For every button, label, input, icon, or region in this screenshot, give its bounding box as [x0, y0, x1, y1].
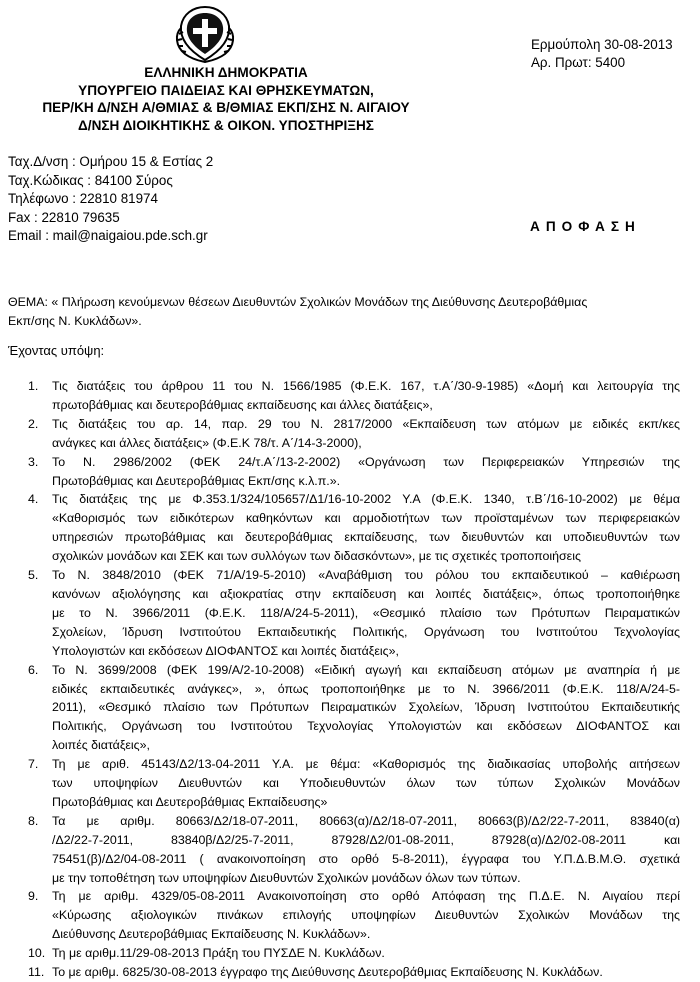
issuer-line: ΠΕΡ/ΚΗ Δ/ΝΣΗ Α/ΘΜΙΑΣ & Β/ΘΜΙΑΣ ΕΚΠ/ΣΗΣ Ν. ΑΙΓΑΙΟΥ	[42, 100, 410, 115]
list-item-line: πρωτοβάθμιας και δευτεροβάθμιας εκπαίδευσης και άλλες διατάξεις»,	[52, 397, 433, 412]
address-postal: Ταχ.Κώδικας : 84100 Σύρος	[8, 172, 173, 188]
list-item-line: Υπολογιστών και εκδόσεων ΔΙΟΦΑΝΤΟΣ και λοιπές διατάξεις»,	[52, 643, 399, 658]
list-item-line: των υποψηφίων Διευθυντών και Υποδιευθυντών όλων των τύπων Σχολικών Μονάδων	[52, 776, 680, 791]
list-item	[28, 415, 680, 453]
list-item-text	[52, 661, 680, 756]
list-item-number: 1.	[28, 379, 39, 393]
list-item	[28, 453, 680, 491]
list-item-text	[52, 812, 680, 888]
list-item	[28, 963, 680, 982]
list-item-text	[52, 566, 680, 661]
list-item-number: 3.	[28, 454, 39, 469]
list-item-line: 75451(β)/Δ2/04-08-2011 ( ανακοινοποίηση στο ορθό 5-8-2011), έγγραφα του Υ.Π.Δ.Β.Μ.Θ. σχετικά	[52, 851, 680, 866]
protocol-number: Αρ. Πρωτ: 5400	[531, 54, 626, 70]
list-item-line: ειδικές εκπαιδευτικές ανάγκες», », όπως τροποποιήθηκε με το Ν. 3966/2011 (Φ.Ε.Κ. 118/Α/24-5-	[52, 681, 680, 696]
list-item-text	[52, 755, 680, 812]
list-item-line: «Καθορισμός των ειδικότερων καθηκόντων και αρμοδιοτήτων των προϊσταμένων των περιφερειακών	[52, 511, 680, 526]
issuer-line: Δ/ΝΣΗ ΔΙΟΙΚΗΤΙΚΗΣ & ΟΙΚΟΝ. ΥΠΟΣΤΗΡΙΞΗΣ	[78, 117, 374, 133]
document-title: ΑΠΟΦΑΣΗ	[530, 219, 641, 234]
list-item-text	[52, 490, 680, 566]
list-item-text	[52, 453, 680, 491]
list-item-number: 10.	[28, 946, 46, 961]
list-item-text	[52, 887, 680, 944]
issuer-header	[34, 64, 418, 134]
list-item-number: 2.	[28, 416, 39, 431]
address-block	[8, 153, 213, 246]
list-item-number: 11.	[28, 965, 45, 980]
list-item	[28, 944, 680, 963]
list-item	[28, 887, 680, 944]
list-item-line: Πρωτοβάθμιας και Δευτεροβάθμιας Εκπαίδευσης»	[52, 794, 328, 809]
list-item-line: Το Ν. 3848/2010 (ΦΕΚ 71/Α/19-5-2010) «Αναβάθμιση του ρόλου του εκπαιδευτικού – καθιέρωση	[52, 568, 680, 583]
list-item-line: «Κύρωσης αξιολογικών πινάκων επιλογής υποψηφίων Διευθυντών Σχολικών Μονάδων της	[52, 908, 680, 923]
list-item-line: Πολιτικής, Οργάνωση του Ινστιτούτου Τεχνολογίας Υπολογιστών και εκδόσεων ΔΙΟΦΑΝΤΟΣ και	[52, 719, 680, 734]
address-phone: Τηλέφωνο : 22810 81974	[8, 191, 158, 207]
list-item-line: κανόνων αξιολόγησης και αξιοκρατίας στην εκπαίδευση και λοιπές διατάξεις», όπως τροποποιήθηκε	[52, 586, 680, 601]
list-item	[28, 812, 680, 888]
greek-coat-of-arms-icon	[171, 4, 239, 64]
list-item-number: 7.	[28, 757, 39, 772]
list-item-line: Το Ν. 2986/2002 (ΦΕΚ 24/τ.Α΄/13-2-2002) «Οργάνωση των Περιφερειακών Υπηρεσιών της	[52, 454, 680, 469]
list-item-line: Τη με αριθμ.11/29-08-2013 Πράξη του ΠΥΣΔΕ Ν. Κυκλάδων.	[52, 946, 385, 961]
subject	[8, 293, 688, 331]
list-item	[28, 490, 680, 566]
list-item-line: /Δ2/22-7-2011, 83840β/Δ2/25-7-2011, 87928/Δ2/01-08-2011, 87928(α)/Δ2/02-08-2011 και	[52, 832, 680, 847]
list-item-line: με το Ν. 3966/2011 (Φ.Ε.Κ. 118/Α/24-5-2011), «Θεσμικό πλαίσιο των Πρότυπων Πειραματικών	[52, 605, 680, 620]
list-item-number: 9.	[28, 889, 39, 904]
list-item-line: Τα με αριθμ. 80663/Δ2/18-07-2011, 80663(α)/Δ2/18-07-2011, 80663(β)/Δ2/22-7-2011, 83840(α)	[52, 813, 680, 828]
list-item-line: με την τοποθέτηση των υποψηφίων Διευθυντών Σχολικών μονάδων όλων των τύπων.	[52, 870, 521, 885]
considerations-list	[28, 377, 680, 982]
list-item-line: Πρωτοβάθμιας και Δευτεροβάθμιας Εκπ/σης κ.λ.π.».	[52, 473, 341, 488]
address-street: Ταχ.Δ/νση : Ομήρου 15 & Εστίας 2	[8, 154, 214, 169]
list-item	[28, 755, 680, 812]
issuer-line: ΥΠΟΥΡΓΕΙΟ ΠΑΙΔΕΙΑΣ ΚΑΙ ΘΡΗΣΚΕΥΜΑΤΩΝ,	[78, 82, 374, 98]
list-item-number: 5.	[28, 568, 39, 583]
list-item-text	[52, 944, 680, 963]
address-fax: Fax : 22810 79635	[8, 209, 120, 225]
considering-heading: Έχοντας υπόψη:	[8, 343, 105, 358]
list-item-number: 6.	[28, 662, 39, 677]
list-item-line: ανάγκες και άλλες διατάξεις» (Φ.Ε.Κ 78/τ. Α΄/14-3-2000),	[52, 435, 362, 450]
list-item-line: Διεύθυνσης Δευτεροβάθμιας Εκπαίδευσης Ν. Κυκλάδων».	[52, 927, 371, 942]
list-item	[28, 566, 680, 661]
list-item-number: 8.	[28, 813, 39, 828]
address-email: Email : mail@naigaiou.pde.sch.gr	[8, 228, 208, 244]
list-item	[28, 661, 680, 756]
list-item-line: υπηρεσιών πρωτοβάθμιας και δευτεροβάθμιας εκπαίδευσης, των διευθυντών και υποδιευθυντών των	[52, 530, 680, 545]
subject-line: ΘΕΜΑ: « Πλήρωση κενούμενων θέσεων Διευθυντών Σχολικών Μονάδων της Διεύθυνσης Δευτεροβάθμιας	[8, 295, 588, 309]
list-item-number: 4.	[28, 492, 39, 507]
list-item-text	[52, 377, 680, 415]
list-item	[28, 377, 680, 415]
list-item-line: Τις διατάξεις της με Φ.353.1/324/105657/Δ1/16-10-2002 Υ.Α (Φ.Ε.Κ. 1340, τ.Β΄/16-10-2002) με θέμα	[52, 492, 680, 507]
document-date: Ερμούπολη 30-08-2013	[531, 37, 673, 52]
subject-line: Εκπ/σης Ν. Κυκλάδων».	[8, 313, 142, 328]
list-item-line: Τη με αριθμ. 4329/05-08-2011 Ανακοινοποίηση στο ορθό Απόφαση της Π.Δ.Ε. Ν. Αιγαίου περί	[52, 889, 680, 904]
list-item-line: Σχολείων, Ίδρυση Ινστιτούτου Εκπαιδευτικής Πολιτικής, Οργάνωση του Ινστιτούτου Τεχνολογίας	[52, 624, 680, 639]
issuer-line: ΕΛΛΗΝΙΚΗ ΔΗΜΟΚΡΑΤΙΑ	[144, 65, 308, 80]
list-item-line: Τις διατάξεις του αρ. 14, παρ. 29 του Ν. 2817/2000 «Εκπαίδευση των ατόμων με ειδικές εκπ/κες	[52, 416, 680, 431]
list-item-line: λοιπές διατάξεις»,	[52, 738, 150, 753]
date-block	[531, 36, 673, 71]
list-item-line: Τη με αριθ. 45143/Δ2/13-04-2011 Υ.Α. με θέμα: «Καθορισμός της διαδικασίας υποβολής αιτήσεων	[52, 757, 680, 772]
list-item-line: Το Ν. 3699/2008 (ΦΕΚ 199/Α/2-10-2008) «Ειδική αγωγή και εκπαίδευση ατόμων με αναπηρία ή με	[52, 662, 680, 677]
list-item-text	[52, 963, 680, 982]
list-item-line: σχολικών μονάδων και ΣΕΚ και των συλλόγων των διδασκόντων», με τις σχετικές τροποποιήσεις	[52, 549, 581, 564]
list-item-line: Τις διατάξεις του άρθρου 11 του Ν. 1566/1985 (Φ.Ε.Κ. 167, τ.Α΄/30-9-1985) «Δομή και λειτουργία της	[52, 379, 680, 393]
list-item-line: Το με αριθμ. 6825/30-08-2013 έγγραφο της Διεύθυνσης Δευτεροβάθμιας Εκπαίδευσης Ν. Κυκλάδων.	[52, 965, 603, 980]
list-item-text	[52, 415, 680, 453]
list-item-line: 2011), «Θεσμικό πλαίσιο των Πρότυπων Πειραματικών Σχολείων, Ίδρυση Ινστιτούτου Εκπαιδευτικής	[52, 700, 680, 715]
